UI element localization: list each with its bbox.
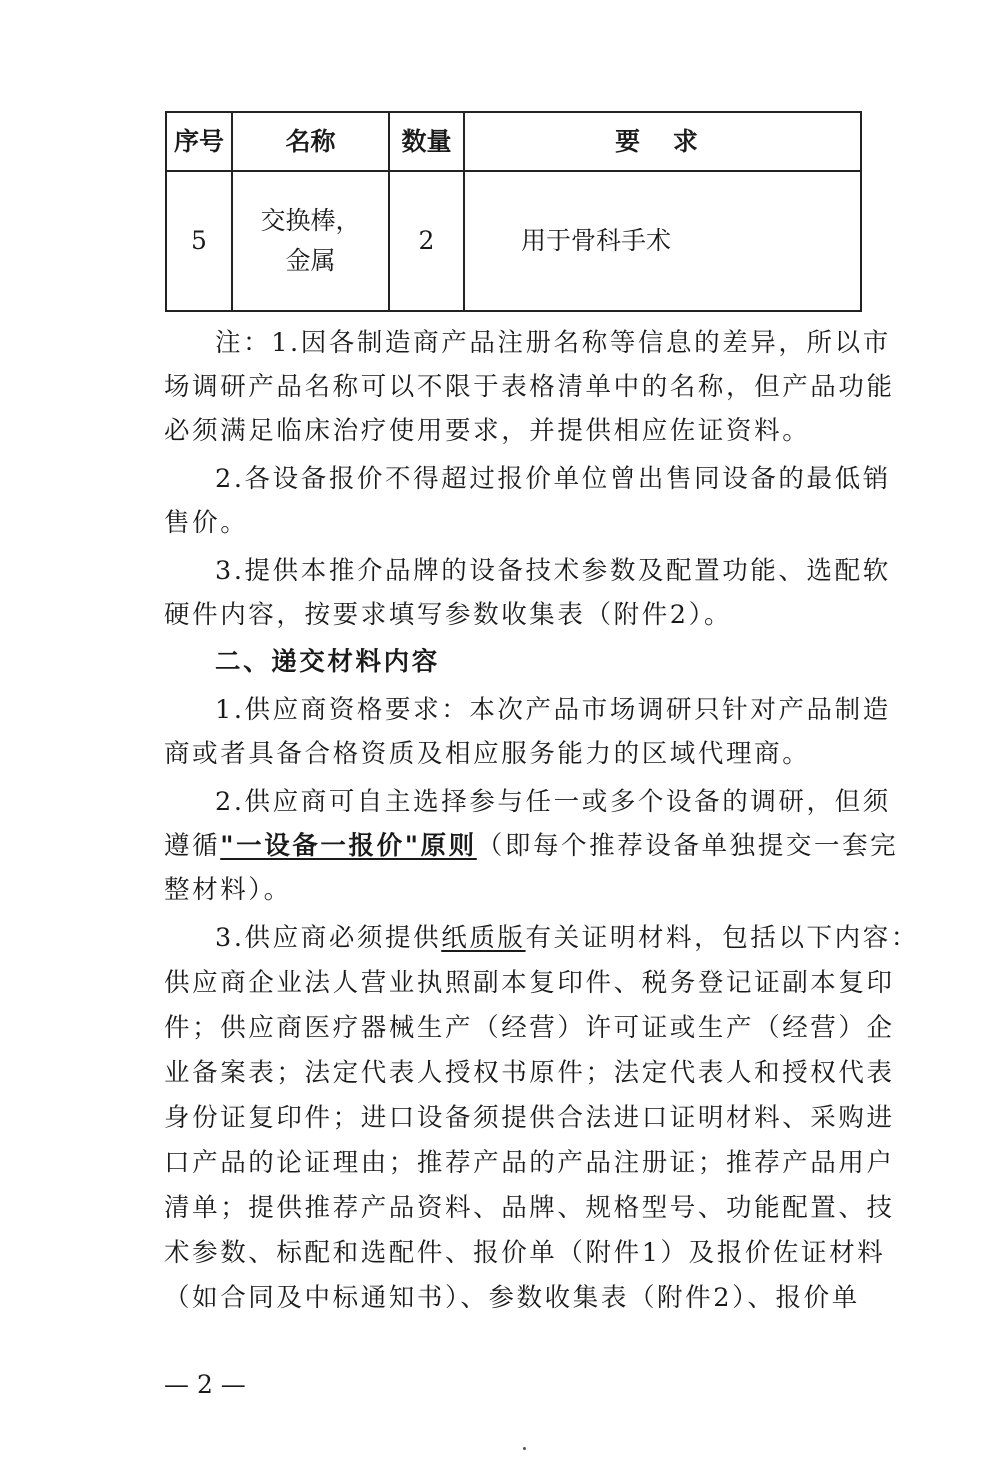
- text-line: 注：1.因各制造商产品注册名称等信息的差异，所以市: [215, 328, 891, 358]
- text-line: 供应商企业法人营业执照副本复印件、税务登记证副本复印: [164, 968, 895, 998]
- text-line: 术参数、标配和选配件、报价单（附件1）及报价佐证材料: [164, 1238, 886, 1268]
- scan-speck: [523, 1447, 526, 1450]
- text-fragment: 3.供应商必须提供: [215, 923, 442, 953]
- cell-name: [232, 171, 389, 311]
- header-quantity: 数量: [389, 112, 464, 171]
- table-row: [166, 171, 861, 311]
- header-name: 名称: [232, 112, 389, 171]
- table-header-row: [166, 112, 861, 171]
- text-line: 3.提供本推介品牌的设备技术参数及配置功能、选配软: [215, 556, 891, 586]
- text-line: 2.供应商可自主选择参与任一或多个设备的调研，但须: [215, 787, 891, 817]
- text-line: 商或者具备合格资质及相应服务能力的区域代理商。: [164, 739, 811, 769]
- text-line: 1.供应商资格要求：本次产品市场调研只针对产品制造: [215, 695, 891, 725]
- cell-name-line1: 交换棒，: [260, 206, 361, 235]
- header-requirement: 要 求: [464, 112, 861, 171]
- text-line: 清单；提供推荐产品资料、品牌、规格型号、功能配置、技: [164, 1193, 895, 1223]
- text-line: 件；供应商医疗器械生产（经营）许可证或生产（经营）企: [164, 1013, 895, 1043]
- cell-index: 5: [166, 171, 232, 311]
- cell-quantity: 2: [389, 171, 464, 311]
- text-line: 必须满足临床治疗使用要求，并提供相应佐证资料。: [164, 416, 811, 446]
- text-line: （如合同及中标通知书）、参数收集表（附件2）、报价单: [164, 1283, 860, 1313]
- text-fragment: 遵循: [164, 831, 221, 861]
- text-line: 2.各设备报价不得超过报价单位曾出售同设备的最低销: [215, 464, 891, 494]
- text-line: [215, 918, 919, 958]
- underlined-paper-version: 纸质版: [441, 923, 526, 953]
- text-line: 身份证复印件；进口设备须提供合法进口证明材料、采购进: [164, 1103, 895, 1133]
- underlined-principle: "一设备一报价"原则: [220, 831, 477, 861]
- equipment-table: [165, 111, 862, 312]
- page-number: — 2 —: [164, 1370, 246, 1399]
- text-line: 业备案表；法定代表人授权书原件；法定代表人和授权代表: [164, 1058, 895, 1088]
- text-line: 口产品的论证理由；推荐产品的产品注册证；推荐产品用户: [164, 1148, 895, 1178]
- text-fragment: 有关证明材料，包括以下内容：: [525, 923, 919, 953]
- header-index: 序号: [166, 112, 232, 171]
- text-fragment: （即每个推荐设备单独提交一套完: [476, 831, 899, 861]
- text-line: 场调研产品名称可以不限于表格清单中的名称，但产品功能: [164, 372, 895, 402]
- text-line: [164, 826, 899, 866]
- text-line: 硬件内容，按要求填写参数收集表（附件2）。: [164, 600, 733, 630]
- cell-requirement: 用于骨科手术: [464, 171, 861, 311]
- text-line: 售价。: [164, 508, 249, 538]
- cell-name-line2: 金属: [285, 246, 336, 275]
- section-heading: 二、递交材料内容: [215, 647, 440, 677]
- text-line: 整材料）。: [164, 875, 292, 905]
